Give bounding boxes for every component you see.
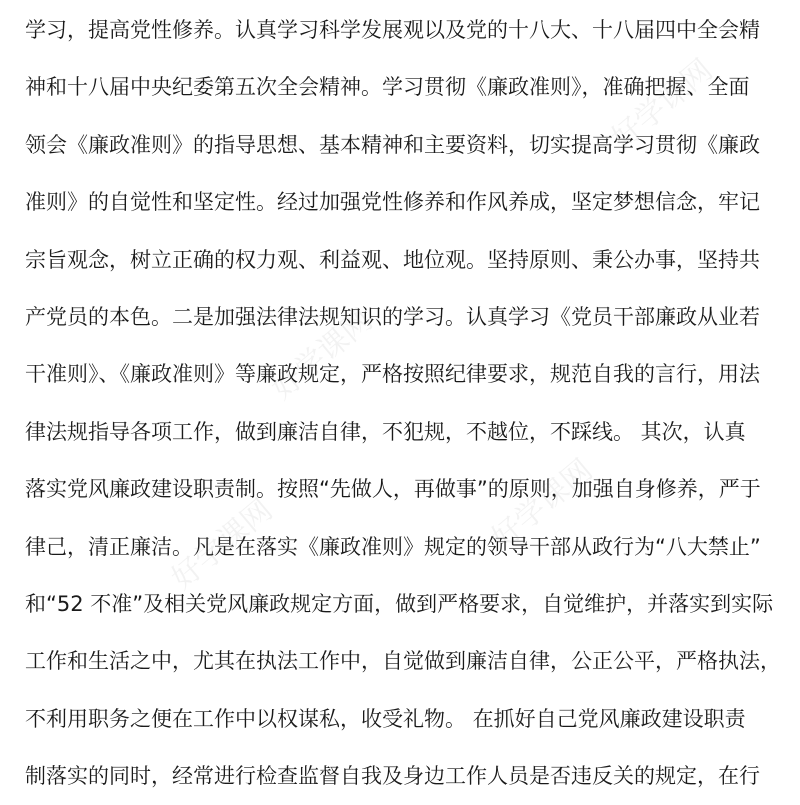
text-line: 制落实的同时，经常进行检查监督自我及身边工作人员是否违反关的规定，在行: [25, 764, 760, 789]
text-line: 干准则》、《廉政准则》等廉政规定，严格按照纪律要求，规范自我的言行，用法: [25, 362, 760, 387]
text-line: 落实党风廉政建设职责制。按照“先做人，再做事”的原则，加强自身修养，严于: [25, 477, 761, 502]
text-line: 和“52 不准”及相关党风廉政规定方面，做到严格要求，自觉维护，并落实到实际: [25, 591, 774, 616]
watermark: 好学课网: [485, 452, 600, 557]
text-line: 不利用职务之便在工作中以权谋私，收受礼物。 在抓好自己党风廉政建设职责: [25, 706, 746, 731]
text-line: 律己，清正廉洁。凡是在落实《廉政准则》规定的领导干部从政行为“八大禁止”: [25, 534, 761, 559]
text-line: 宗旨观念，树立正确的权力观、利益观、地位观。坚持原则、秉公办事，坚持共: [25, 247, 760, 272]
watermark: 好学课网: [165, 492, 280, 597]
text-line: 领会《廉政准则》的指导思想、基本精神和主要资料，切实提高学习贯彻《廉政: [25, 132, 760, 157]
text-line: 工作和生活之中，尤其在执法工作中，自觉做到廉洁自律，公正公平，严格执法，: [25, 649, 781, 674]
document-body: [25, 0, 785, 805]
text-line: 律法规指导各项工作，做到廉洁自律，不犯规，不越位，不踩线。 其次，认真: [25, 419, 746, 444]
watermark: 好学课网: [605, 52, 720, 157]
text-line: 神和十八届中央纪委第五次全会精神。学习贯彻《廉政准则》，准确把握、全面: [25, 75, 750, 100]
text-line: 产党员的本色。二是加强法律法规知识的学习。认真学习《党员干部廉政从业若: [25, 304, 760, 329]
text-line: 准则》的自觉性和坚定性。经过加强党性修养和作风养成，坚定梦想信念，牢记: [25, 190, 760, 215]
watermark: 好学课网: [265, 302, 380, 407]
text-line: 学习，提高党性修养。认真学习科学发展观以及党的十八大、十八届四中全会精: [25, 18, 760, 42]
